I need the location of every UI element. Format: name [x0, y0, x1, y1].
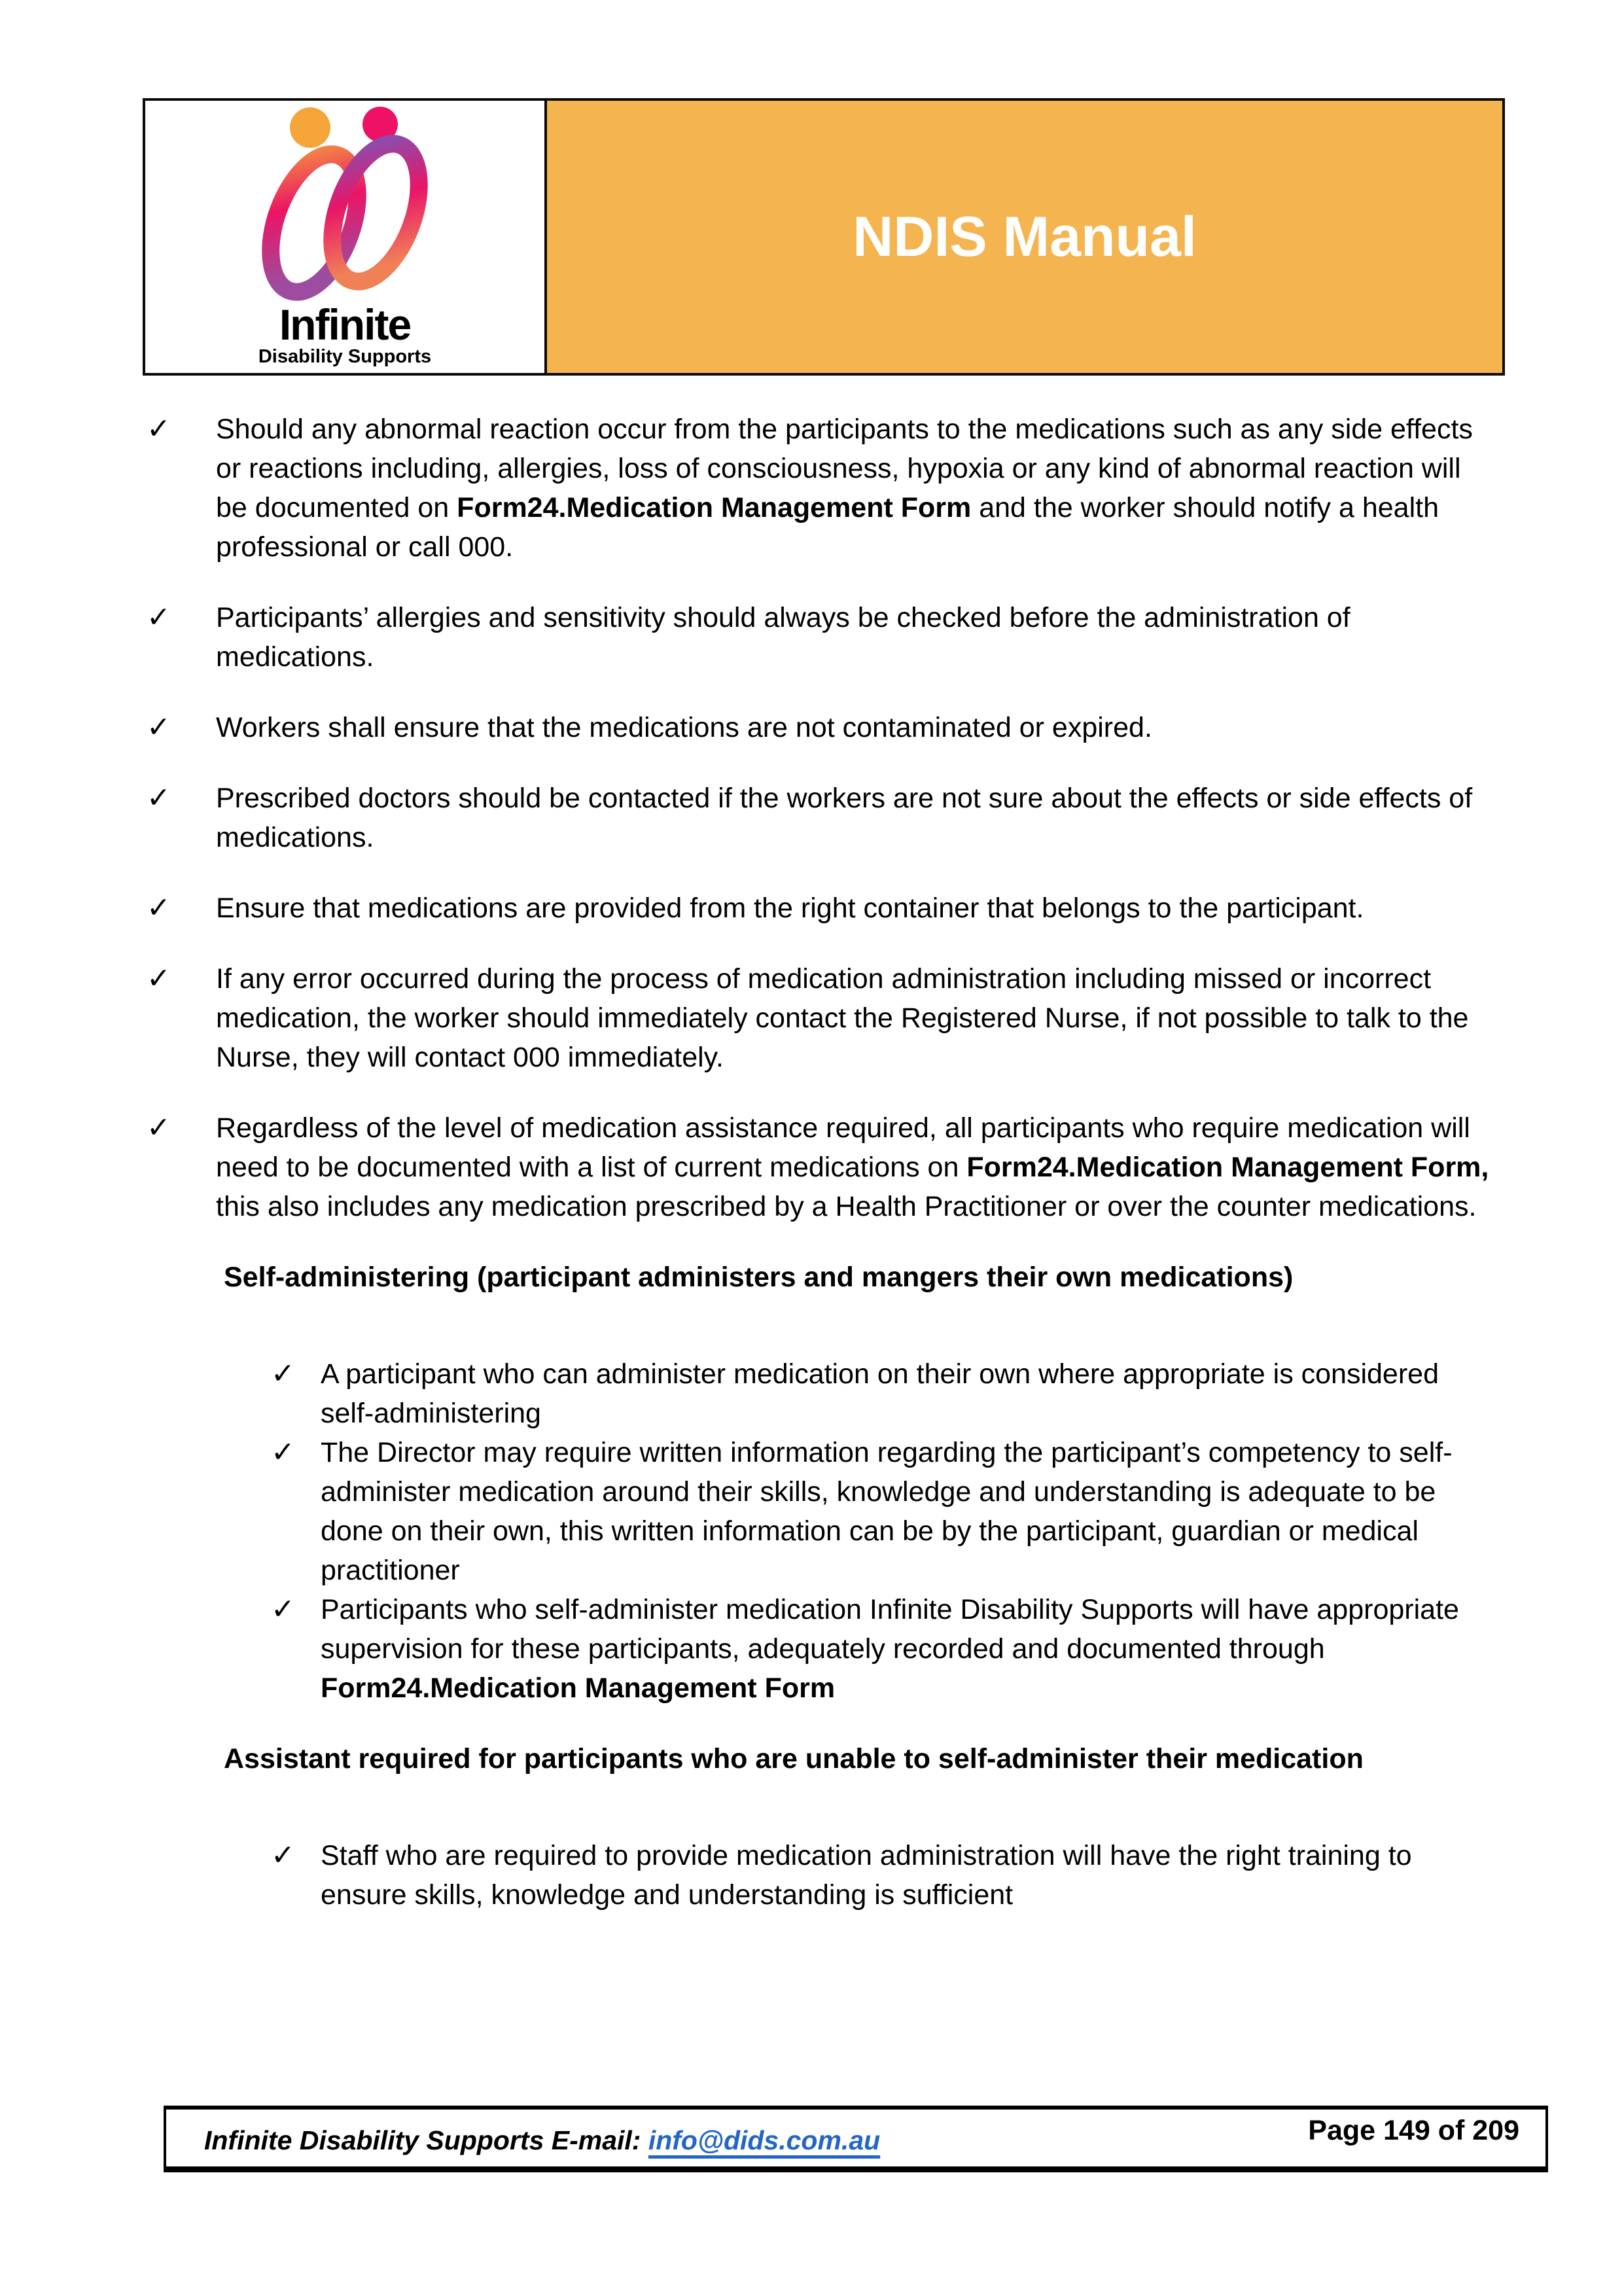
checklist-item-text	[216, 598, 1498, 677]
checklist-item	[0, 1354, 1624, 1433]
checklist-item-text	[216, 889, 1498, 928]
checklist-item-text	[216, 708, 1498, 747]
checklist-item	[0, 889, 1624, 928]
bold-text-segment: Form24.Medication Management Form,	[966, 1152, 1489, 1183]
section-heading: Self-administering (participant administers and mangers their own medications)	[224, 1262, 1294, 1293]
logo-brand-text: Infinite	[279, 300, 411, 349]
text-segment: The Director may require written information regarding the participant’s competency to self-administer medication around their skills, knowledge and understanding is adequate to be done on their own, this written information can be by the participant, guardian or medical practitioner	[321, 1437, 1453, 1586]
check-icon: ✓	[147, 413, 171, 445]
check-icon: ✓	[147, 963, 171, 995]
checklist-item	[0, 1433, 1624, 1590]
text-segment: If any error occurred during the process of medication administration including missed or incorrect medication, the worker should immediately contact the Registered Nurse, if not possible to talk to the Nurse, they will contact 000 immediately.	[216, 963, 1469, 1073]
title-banner	[544, 101, 1502, 373]
section	[0, 1739, 1624, 1915]
sections	[0, 1258, 1624, 1915]
check-icon: ✓	[271, 1436, 295, 1468]
checklist-item	[0, 708, 1624, 747]
logo-head-left	[290, 107, 330, 148]
text-segment: Regardless of the level of medication assistance required, all participants who require medication will need to be documented with a list of current medications on	[216, 1112, 1470, 1183]
text-segment: Participants’ allergies and sensitivity should always be checked before the administration of medications.	[216, 602, 1350, 673]
check-icon: ✓	[147, 601, 171, 633]
footer-email-link[interactable]: info@dids.com.au	[648, 2125, 881, 2155]
section	[0, 1258, 1624, 1708]
text-segment: Should any abnormal reaction occur from the participants to the medications such as any side effects or reactions including, allergies, loss of consciousness, hypoxia or any kind of abnormal reaction will be documented on	[216, 414, 1473, 523]
checklist-item-text	[321, 1590, 1479, 1708]
check-icon: ✓	[271, 1358, 295, 1390]
text-segment: Participants who self-administer medication Infinite Disability Supports will have appropriate supervision for these participants, adequately recorded and documented through	[321, 1594, 1459, 1665]
sub-checklist	[0, 1354, 1624, 1708]
check-icon: ✓	[147, 711, 171, 743]
text-segment: Workers shall ensure that the medications are not contaminated or expired.	[216, 712, 1152, 743]
checklist-item-text	[321, 1433, 1479, 1590]
bold-text-segment: Form24.Medication Management Form	[457, 492, 972, 523]
logo-tagline-text: Disability Supports	[258, 346, 432, 368]
checklist-item-text	[216, 779, 1498, 857]
document-body	[0, 410, 1624, 1915]
check-icon: ✓	[271, 1839, 295, 1871]
sub-checklist	[0, 1836, 1624, 1915]
checklist-item	[0, 779, 1624, 857]
check-icon: ✓	[147, 1112, 171, 1144]
check-icon: ✓	[147, 782, 171, 814]
checklist-item	[0, 959, 1624, 1077]
infinity-logo-icon	[247, 105, 443, 302]
text-segment: and the worker should notify a health professional or call 000.	[216, 492, 1439, 563]
footer-bar	[164, 2106, 1548, 2172]
footer-company-text: Infinite Disability Supports E-mail:	[204, 2125, 648, 2155]
checklist-item	[0, 598, 1624, 677]
text-segment: A participant who can administer medication on their own where appropriate is considered self-administering	[321, 1358, 1439, 1429]
checklist-item-text	[216, 410, 1498, 567]
footer-page-indicator: Page 149 of 209	[1308, 2115, 1519, 2146]
footer-company-line	[204, 2125, 880, 2166]
bold-text-segment: Form24.Medication Management Form	[321, 1672, 836, 1704]
checklist-item	[0, 410, 1624, 567]
text-segment: Prescribed doctors should be contacted if the workers are not sure about the effects or side effects of medications.	[216, 783, 1473, 853]
logo-cell	[145, 101, 544, 373]
text-segment: this also includes any medication prescribed by a Health Practitioner or over the counter medications.	[216, 1191, 1477, 1222]
checklist-item-text	[216, 959, 1498, 1077]
checklist-item-text	[216, 1108, 1498, 1226]
text-segment: Staff who are required to provide medication administration will have the right training to ensure skills, knowledge and understanding is sufficient	[321, 1840, 1412, 1911]
checklist-item	[0, 1108, 1624, 1226]
checklist-item-text	[321, 1836, 1479, 1915]
checklist-item	[0, 1590, 1624, 1708]
checklist-item	[0, 1836, 1624, 1915]
check-icon: ✓	[147, 892, 171, 924]
checklist	[0, 410, 1624, 1226]
check-icon: ✓	[271, 1593, 295, 1625]
checklist-item-text	[321, 1354, 1479, 1433]
section-heading: Assistant required for participants who are unable to self-administer their medication	[224, 1743, 1364, 1775]
page-title: NDIS Manual	[853, 205, 1197, 268]
text-segment: Ensure that medications are provided from the right container that belongs to the participant.	[216, 892, 1364, 924]
header-table	[143, 98, 1505, 376]
